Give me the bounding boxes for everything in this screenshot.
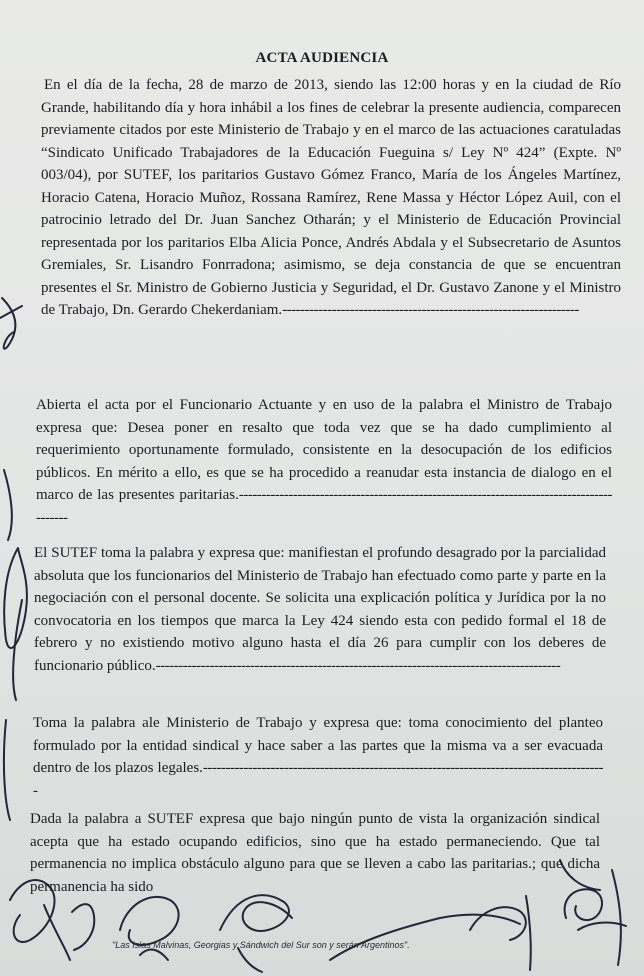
paragraph-3 — [34, 542, 606, 677]
document-title: ACTA AUDIENCIA — [255, 50, 389, 66]
dash-fill-3: ------------------------------------------------------------------------------------------ — [155, 657, 561, 674]
dash-fill-1: ------------------------------------------------------------------ — [282, 302, 579, 318]
paragraph-4 — [33, 712, 603, 802]
paragraph-4-text: Toma la palabra ale Ministerio de Trabajo y expresa que: toma conocimiento del planteo formulado por la entidad sindical y hace saber a las partes que la misma va a ser evacuada dentro de los plazos legales. — [33, 715, 603, 776]
paragraph-5 — [30, 808, 600, 898]
paragraph-2-text: Abierta el acta por el Funcionario Actuante y en uso de la palabra el Ministro de Trabajo expresa que: Desea poner en resalto que toda vez que se ha dado cumplimiento al requerimiento oportunamente formulado, consistente en la desocupación de los edificios públicos. En mérito a ello, es que se ha procedido a reanudar esta instancia de dialogo en el marco de las presentes paritarias. — [36, 397, 612, 503]
paragraph-2 — [36, 394, 612, 529]
dash-fill-2: ------------------------------------------------------------------------------------------ — [36, 487, 612, 526]
paragraph-3-text: El SUTEF toma la palabra y expresa que: manifiestan el profundo desagrado por la parcialidad absoluta que los funcionarios del Ministerio de Trabajo han efectuado como parte y parte en la negociación con el personal docente. Se solicita una explicación política y Jurídica por la no convocatoria en los tiempos que marca la Ley 424 siendo esta con pedido formal el 18 de febrero y no existiendo motivo alguno hasta el día 26 para cumplir con los deberes de funcionario público. — [34, 545, 606, 674]
paragraph-1 — [41, 74, 621, 322]
footer-stamp-text: "Las Islas Malvinas, Georgias y Sándwich del Sur son y serán Argentinos". — [112, 940, 410, 950]
paragraph-5-text: Dada la palabra a SUTEF expresa que bajo ningún punto de vista la organización sindical acepta que ha estado ocupando edificios, sino que ha estado permaneciendo. Que tal permanencia no implica obstáculo alguno para que se lleven a cabo las paritarias.; que dicha permanencia ha sido — [30, 811, 600, 895]
dash-fill-4: ------------------------------------------------------------------------------------------ — [33, 760, 603, 799]
paragraph-1-text: En el día de la fecha, 28 de marzo de 2013, siendo las 12:00 horas y en la ciudad de Río Grande, habilitando día y hora inhábil a los fines de celebrar la presente audiencia, comparecen previamente citados por este Ministerio de Trabajo y en el marco de las actuaciones caratuladas “Sindicato Unificado Trabajadores de la Educación Fueguina s/ Ley Nº 424” (Expte. Nº 003/04), por SUTEF, los paritarios Gustavo Gómez Franco, María de los Ángeles Martínez, Horacio Catena, Horacio Muñoz, Rossana Ramírez, Rene Massa y Héctor López Auil, con el patrocinio letrado del Dr. Juan Sanchez Otharán; y el Ministerio de Educación Provincial representada por los paritarios Elba Alicia Ponce, Andrés Abdala y el Subsecretario de Asuntos Gremiales, Sr. Lisandro Fonrradona; asimismo, se deja constancia de que se encuentran presentes el Sr. Ministro de Gobierno Justicia y Seguridad, el Dr. Gustavo Zanone y el Ministro de Trabajo, Dn. Gerardo Chekerdaniam. — [41, 77, 621, 318]
